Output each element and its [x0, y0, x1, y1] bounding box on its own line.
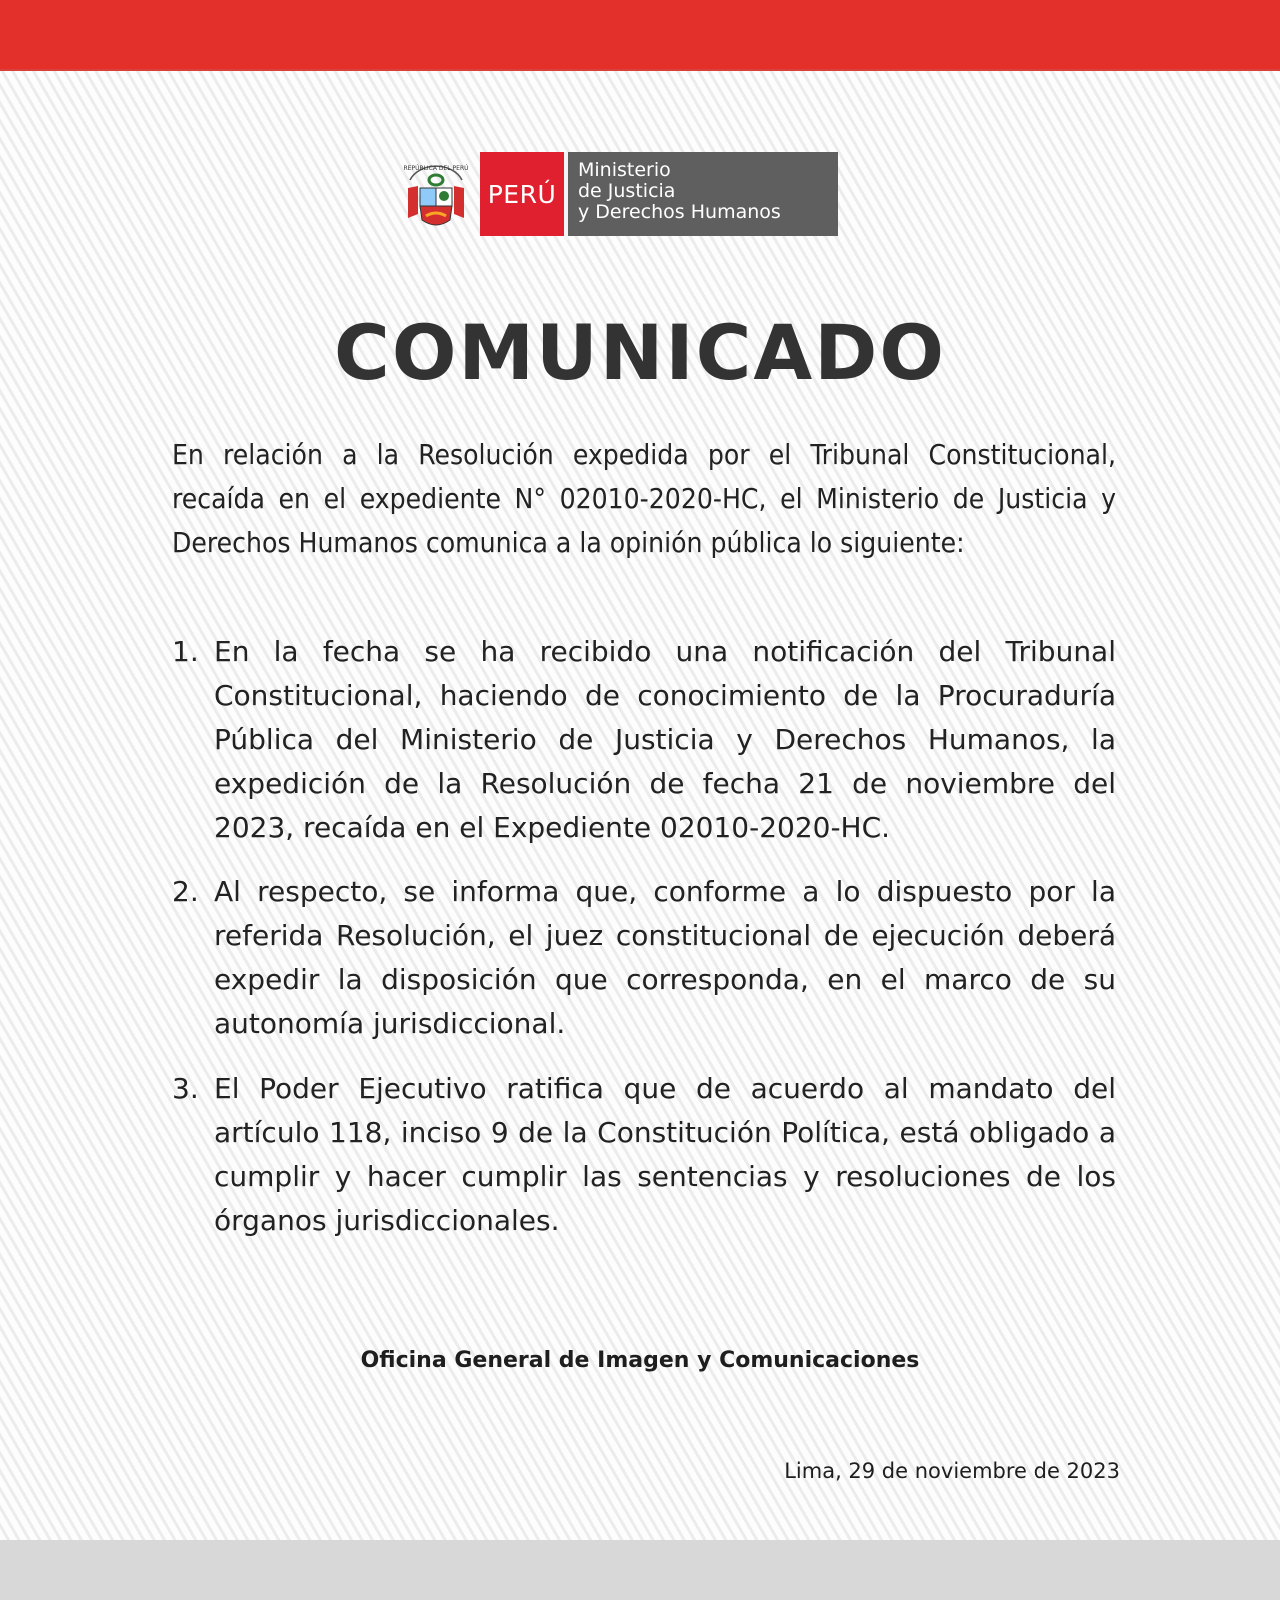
item-text: Al respecto, se informa que, conforme a lo dispuesto por la referida Resolución, el juez constitucional de ejecución deberá expedir la disposición que corresponda, en el marco de su autonomía jurisdiccional. [214, 875, 1116, 1040]
page-title: COMUNICADO [334, 308, 946, 397]
item-text: El Poder Ejecutivo ratifica que de acuerdo al mandato del artículo 118, inciso 9 de la Constitución Política, está obligado a cumplir y hacer cumplir las sentencias y resoluciones de los órganos jurisdiccionales. [214, 1072, 1116, 1237]
list-item [172, 870, 1116, 1046]
peru-badge [480, 152, 564, 236]
signature-office: Oficina General de Imagen y Comunicaciones [360, 1348, 920, 1373]
item-number: 1. [172, 635, 199, 668]
bottom-gray-band [0, 1540, 1280, 1600]
list-item [172, 630, 1116, 850]
list-item [172, 1067, 1116, 1243]
top-red-banner [0, 0, 1280, 70]
coat-of-arms-icon [404, 158, 468, 234]
item-text: En la fecha se ha recibido una notificación del Tribunal Constitucional, haciendo de conocimiento de la Procuraduría Pública del Ministerio de Justicia y Derechos Humanos, la expedición de la Resolución de fecha 21 de noviembre del 2023, recaída en el Expediente 02010-2020-HC. [214, 635, 1116, 844]
issue-date: Lima, 29 de noviembre de 2023 [784, 1459, 1120, 1483]
ministry-line-3: y Derechos Humanos [578, 201, 781, 223]
item-number: 2. [172, 875, 199, 908]
intro-paragraph [172, 433, 1116, 565]
ministry-line-1: Ministerio [578, 159, 671, 181]
banner-edge [0, 69, 1280, 71]
svg-text:REPÚBLICA DEL PERÚ: REPÚBLICA DEL PERÚ [404, 165, 468, 172]
item-number: 3. [172, 1072, 199, 1105]
intro-text: En relación a la Resolución expedida por el Tribunal Constitucional, recaída en el expediente N° 02010-2020-HC, el Ministerio de Justicia y Derechos Humanos comunica a la opinión pública lo siguiente: [172, 438, 1116, 559]
ministry-name-box [568, 152, 838, 236]
ministry-logo [404, 152, 838, 240]
peru-label: PERÚ [487, 179, 557, 209]
ministry-line-2: de Justicia [578, 180, 676, 202]
